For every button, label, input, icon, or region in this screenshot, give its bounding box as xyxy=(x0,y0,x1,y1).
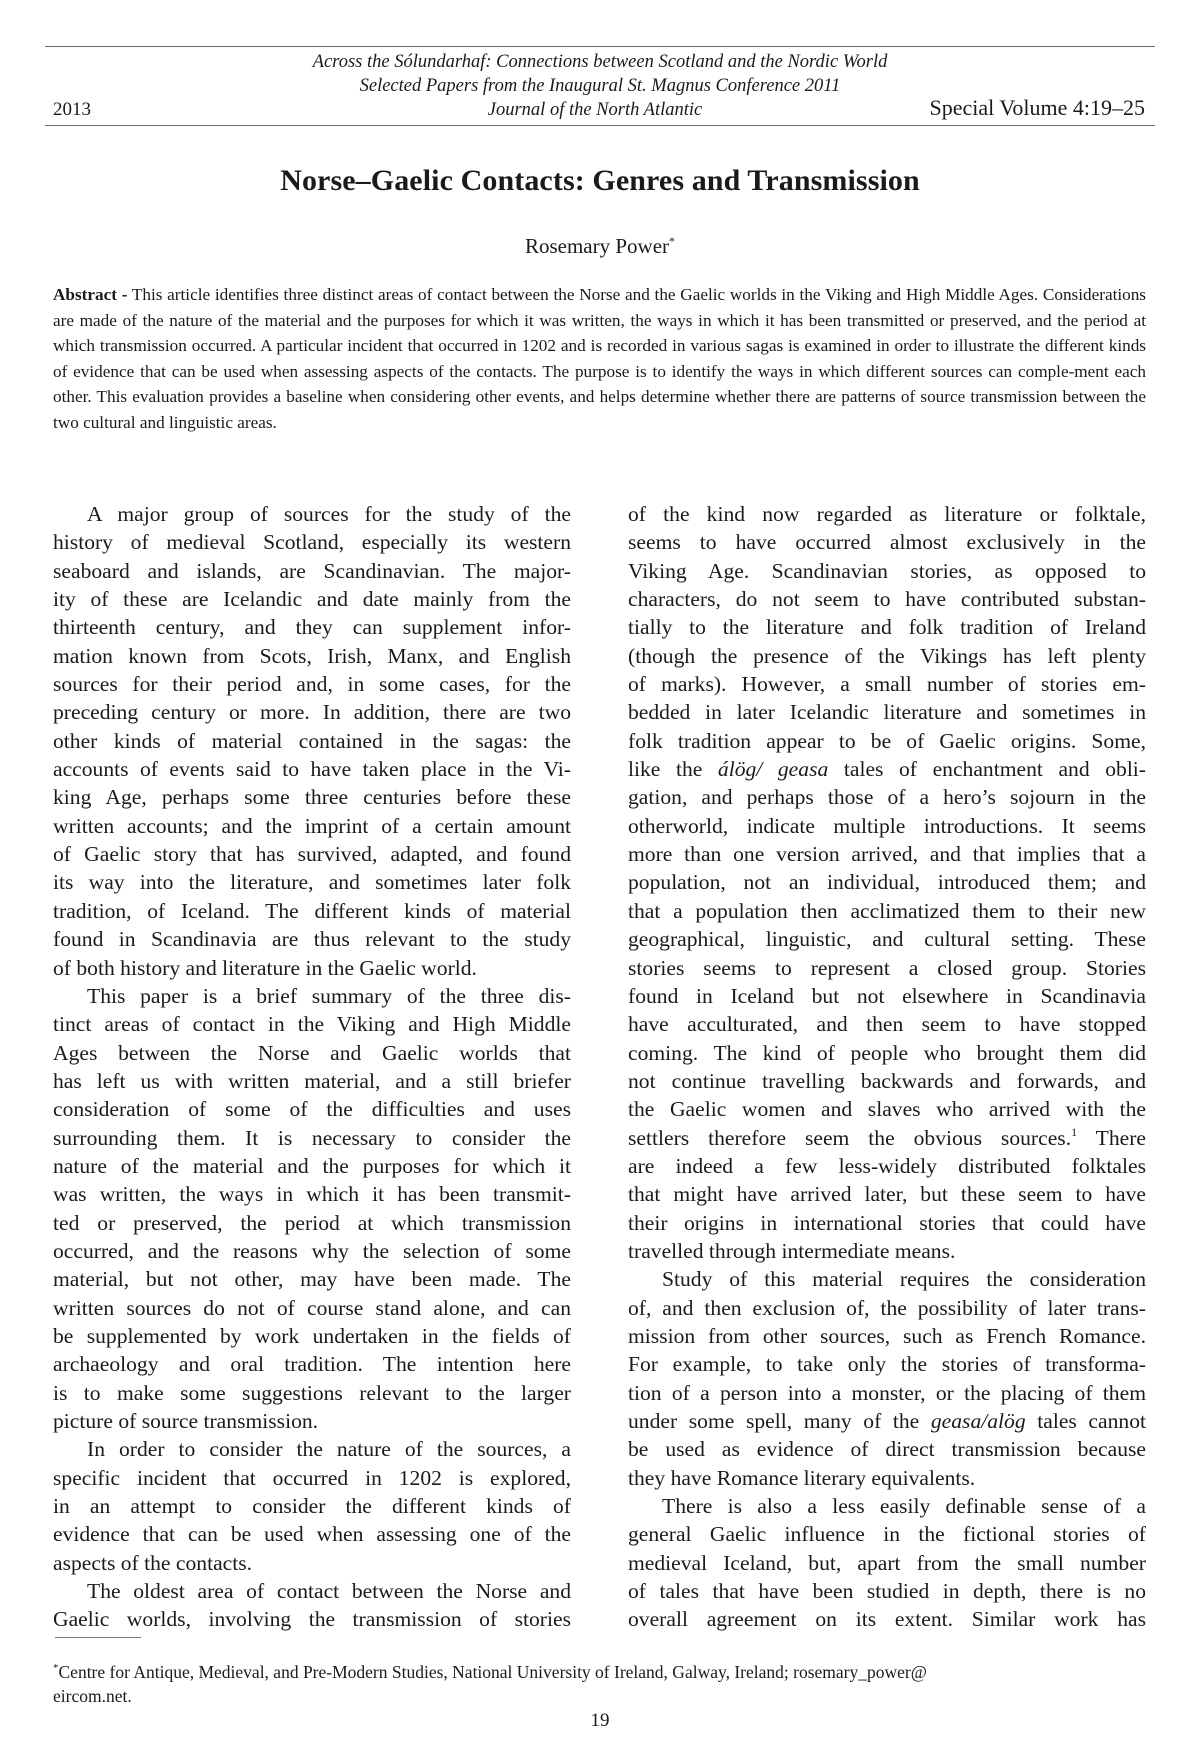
text-line: not continue travelling backwards and forwards, and xyxy=(628,1068,1146,1093)
text-line: of, and then exclusion of, the possibility of later trans- xyxy=(628,1295,1146,1320)
text-line: Gaelic worlds, involving the transmission of stories xyxy=(53,1607,571,1632)
article-title: Norse–Gaelic Contacts: Genres and Transmission xyxy=(280,164,920,197)
footnote-reference[interactable]: 1 xyxy=(1071,1124,1078,1139)
text-line: population, not an individual, introduced them; and xyxy=(628,870,1146,895)
text-line: the Gaelic women and slaves who arrived with the xyxy=(628,1097,1146,1122)
text-line: seems to have occurred almost exclusively in the xyxy=(628,530,1146,555)
footnote-mark: * xyxy=(53,1662,59,1674)
text-line: bedded in later Icelandic literature and sometimes in xyxy=(628,700,1146,725)
text-line: ted or preserved, the period at which transmission xyxy=(53,1210,571,1235)
text-line: tion of a person into a monster, or the placing of them xyxy=(628,1380,1146,1405)
text-line: has left us with written material, and a still briefer xyxy=(53,1068,571,1093)
text-line: overall agreement on its extent. Similar work has xyxy=(628,1607,1146,1632)
text-line: mission from other sources, such as French Romance. xyxy=(628,1323,1146,1348)
text-line: tinct areas of contact in the Viking and High Middle xyxy=(53,1012,571,1037)
text-line: preceding century or more. In addition, there are two xyxy=(53,700,571,725)
body-paragraph xyxy=(53,982,571,1436)
text-line: travelled through intermediate means. xyxy=(628,1238,956,1263)
text-line: found in Scandinavia are thus relevant to the study xyxy=(53,927,571,952)
text-line: otherworld, indicate multiple introductions. It seems xyxy=(628,813,1146,838)
text-line: specific incident that occurred in 1202 is explored, xyxy=(53,1465,571,1490)
italic-term: geasa/alög xyxy=(930,1409,1026,1433)
text-run: under some spell, many of the xyxy=(628,1409,931,1433)
text-line: its way into the literature, and sometimes later folk xyxy=(53,870,571,895)
text-line: have acculturated, and then seem to have stopped xyxy=(628,1012,1146,1037)
abstract-text: This article identifies three distinct areas of contact between the Norse and the Gaelic worlds in the Viking and High Middle Ages. Considerations are made of the nature of the material and the purposes for which it was written, the ways in which it has been transmitted or preserved, and the period at which transmission occurred. A particular incident that occurred in 1202 and is recorded in various sagas is examined in order to illustrate the different kinds of evidence that can be used when assessing aspects of the contacts. The purpose is to identify the ways in which different sources can comple-ment each other. This evaluation provides a baseline when considering other events, and helps determine whether there are patterns of source transmission between the two cultural and linguistic areas. xyxy=(53,285,1146,432)
author-line xyxy=(0,228,1200,259)
text-line: surrounding them. It is necessary to consider the xyxy=(53,1125,571,1150)
abstract xyxy=(53,282,1146,435)
text-line: found in Iceland but not elsewhere in Scandinavia xyxy=(628,983,1146,1008)
text-run: There xyxy=(1077,1125,1146,1150)
text-run: like the xyxy=(628,757,718,782)
header-book-title: Across the Sólundarhaf: Connections between Scotland and the Nordic World xyxy=(312,52,888,72)
text-line: was written, the ways in which it has been transmit- xyxy=(53,1182,571,1207)
body-paragraph xyxy=(628,1265,1146,1492)
text-line: that a population then acclimatized them to their new xyxy=(628,898,1146,923)
text-line: written sources do not of course stand alone, and can xyxy=(53,1295,571,1320)
text-line: Ages between the Norse and Gaelic worlds that xyxy=(53,1040,571,1065)
text-line: written accounts; and the imprint of a certain amount xyxy=(53,813,571,838)
text-line: (though the presence of the Vikings has left plenty xyxy=(628,643,1146,668)
body-paragraph xyxy=(53,1435,571,1577)
text-run: tales of enchantment and obli- xyxy=(828,757,1147,782)
page-number: 19 xyxy=(590,1710,610,1731)
text-line: be supplemented by work undertaken in the fields of xyxy=(53,1323,571,1348)
author-name: Rosemary Power xyxy=(524,234,670,258)
text-line: tially to the literature and folk tradition of Ireland xyxy=(628,615,1146,640)
text-line: picture of source transmission. xyxy=(53,1409,319,1433)
text-line: sources for their period and, in some cases, for the xyxy=(53,672,571,697)
text-line: medieval Iceland, but, apart from the small number xyxy=(628,1550,1146,1575)
text-line: ity of these are Icelandic and date mainly from the xyxy=(53,587,571,612)
body-column-right xyxy=(628,500,1146,1634)
header-volume: Special Volume 4:19–25 xyxy=(929,95,1145,120)
header-year: 2013 xyxy=(53,99,91,120)
text-line: Study of this material requires the consideration xyxy=(662,1267,1146,1292)
text-line: folk tradition appear to be of Gaelic origins. Some, xyxy=(628,728,1146,753)
text-line: accounts of events said to have taken place in the Vi- xyxy=(53,757,571,782)
text-line: evidence that can be used when assessing one of the xyxy=(53,1522,571,1547)
text-run: tales cannot xyxy=(1025,1409,1146,1433)
text-line: This paper is a brief summary of the three dis- xyxy=(87,983,571,1008)
text-line: be used as evidence of direct transmission because xyxy=(628,1437,1146,1462)
body-paragraph xyxy=(628,1492,1146,1634)
text-line: geographical, linguistic, and cultural setting. These xyxy=(628,927,1146,952)
header-journal: Journal of the North Atlantic xyxy=(487,100,703,120)
text-line: of both history and literature in the Gaelic world. xyxy=(53,955,477,980)
body-paragraph xyxy=(53,500,571,982)
body-paragraph xyxy=(53,1577,571,1634)
text-line: nature of the material and the purposes for which it xyxy=(53,1153,571,1178)
italic-term: álög/ geasa xyxy=(717,757,829,782)
text-line: material, but not other, may have been made. The xyxy=(53,1267,571,1292)
text-line: of Gaelic story that has survived, adapted, and found xyxy=(53,842,571,867)
body-column-left xyxy=(53,500,571,1634)
text-line xyxy=(628,1124,1146,1152)
text-line: tradition, of Iceland. The different kinds of material xyxy=(53,898,571,923)
text-line: of marks). However, a small number of stories em- xyxy=(628,672,1146,697)
text-line: more than one version arrived, and that implies that a xyxy=(628,842,1146,867)
text-line: aspects of the contacts. xyxy=(53,1550,253,1575)
text-line: The oldest area of contact between the Norse and xyxy=(87,1579,571,1604)
text-line: king Age, perhaps some three centuries before these xyxy=(53,785,571,810)
text-line: seaboard and islands, are Scandinavian. The major- xyxy=(53,558,571,583)
footnote-line-2: eircom.net. xyxy=(53,1686,132,1706)
text-line: There is also a less easily definable sense of a xyxy=(662,1494,1146,1519)
author-footnote-mark: * xyxy=(669,234,676,248)
text-line: A major group of sources for the study of the xyxy=(87,502,571,526)
text-line: consideration of some of the difficulties and uses xyxy=(53,1097,571,1122)
text-line: occurred, and the reasons why the selection of some xyxy=(53,1238,571,1263)
text-line: in an attempt to consider the different kinds of xyxy=(53,1494,571,1519)
text-line: history of medieval Scotland, especially its western xyxy=(53,530,571,555)
text-line: Viking Age. Scandinavian stories, as opposed to xyxy=(628,558,1146,583)
text-line: gation, and perhaps those of a hero’s sojourn in the xyxy=(628,785,1146,810)
text-run: settlers therefore seem the obvious sources. xyxy=(628,1125,1072,1150)
text-line: that might have arrived later, but these seem to have xyxy=(628,1182,1146,1207)
text-line: their origins in international stories that could have xyxy=(628,1210,1146,1235)
text-line: of the kind now regarded as literature or folktale, xyxy=(628,502,1146,526)
author-affiliation-footnote xyxy=(53,1660,1153,1708)
text-line: For example, to take only the stories of transforma- xyxy=(628,1352,1146,1377)
text-line: In order to consider the nature of the sources, a xyxy=(87,1437,571,1462)
text-line: other kinds of material contained in the sagas: the xyxy=(53,728,571,753)
text-line: they have Romance literary equivalents. xyxy=(628,1465,976,1490)
running-header xyxy=(45,46,1155,126)
text-line: characters, do not seem to have contributed substan- xyxy=(628,587,1146,612)
footnote-separator xyxy=(55,1637,141,1638)
text-line: coming. The kind of people who brought them did xyxy=(628,1040,1146,1065)
text-line xyxy=(628,755,1146,783)
text-line: are indeed a few less-widely distributed folktales xyxy=(628,1153,1146,1178)
text-line: stories seems to represent a closed group. Stories xyxy=(628,955,1146,980)
text-line: is to make some suggestions relevant to the larger xyxy=(53,1380,571,1405)
body-paragraph xyxy=(628,500,1146,1265)
abstract-label: Abstract - xyxy=(53,285,128,304)
footnote-line-1: Centre for Antique, Medieval, and Pre-Modern Studies, National University of Ireland, Galway, Ireland; rosemary_power@ xyxy=(58,1662,927,1682)
text-line: of tales that have been studied in depth, there is no xyxy=(628,1579,1146,1604)
text-line xyxy=(628,1407,1146,1435)
header-subtitle: Selected Papers from the Inaugural St. Magnus Conference 2011 xyxy=(359,76,841,96)
text-line: thirteenth century, and they can supplement infor- xyxy=(53,615,571,640)
text-line: general Gaelic influence in the fictional stories of xyxy=(628,1522,1146,1547)
text-line: archaeology and oral tradition. The intention here xyxy=(53,1352,571,1377)
text-line: mation known from Scots, Irish, Manx, and English xyxy=(53,643,571,668)
